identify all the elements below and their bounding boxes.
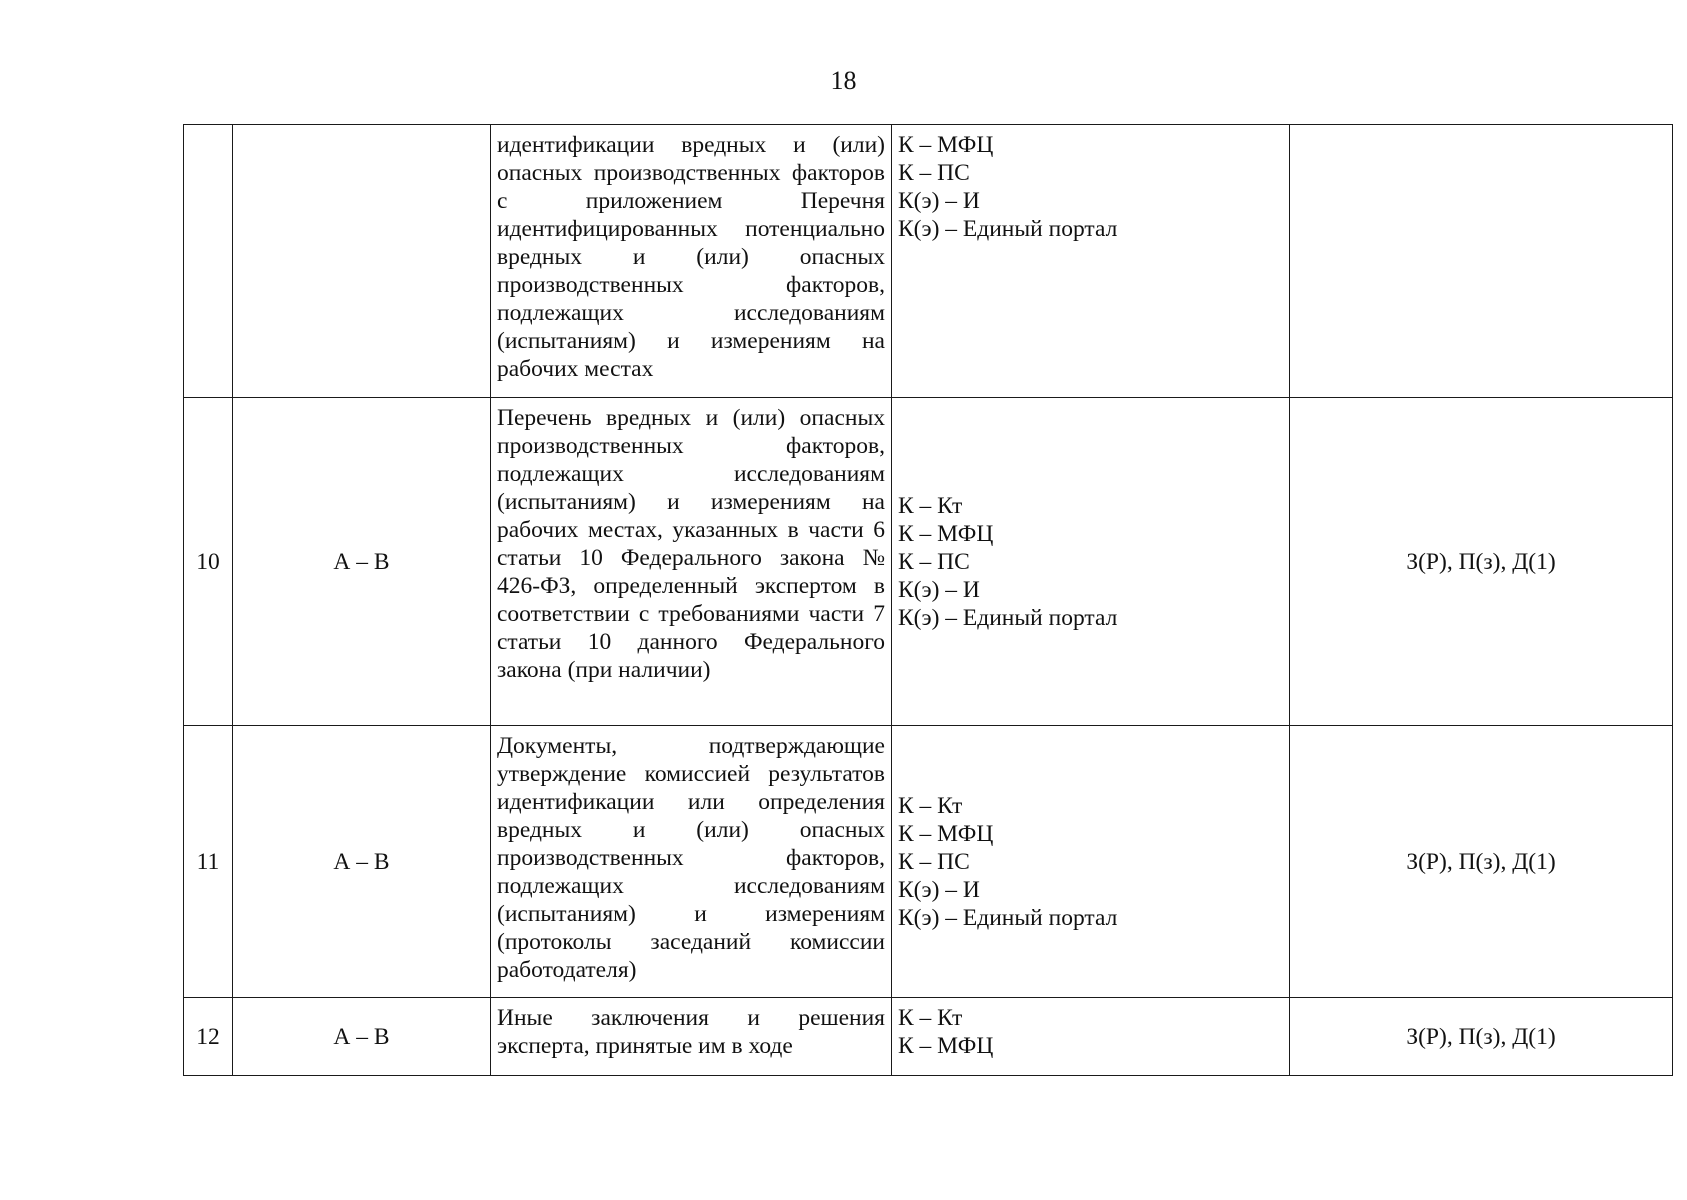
channel-item: К – МФЦ [898, 132, 994, 158]
page-number: 18 [830, 66, 857, 95]
channel-item: К – МФЦ [898, 520, 994, 547]
document-description-cell: идентификации вредных и (или) опасных производственных факторов с приложением Перечня идентифицированных потенциально вредных и (или) опасных производственных факторов, подлежащих исследованиям (испытаниям) и измерениям на рабочих местах [491, 125, 892, 398]
document-description-cell: Иные заключения и решения эксперта, принятые им в ходе [491, 998, 892, 1076]
channel-item: К(э) – И [898, 876, 980, 903]
submission-channels-cell [892, 726, 1290, 998]
channel-item: К – ПС [898, 848, 970, 875]
channel-item: К – Кт [898, 792, 963, 819]
documents-table [183, 124, 1673, 1076]
requirement-codes-cell [1290, 125, 1673, 398]
channel-item: К – ПС [898, 160, 970, 186]
channel-item: К(э) – И [898, 576, 980, 603]
requirement-codes-cell: З(Р), П(з), Д(1) [1290, 398, 1673, 726]
table-row [184, 726, 1673, 998]
table-row [184, 398, 1673, 726]
submission-channels-cell [892, 398, 1290, 726]
channel-item: К – Кт [898, 492, 963, 519]
applicant-category-cell: А – В [233, 726, 491, 998]
submission-channels-cell [892, 998, 1290, 1076]
applicant-category-cell: А – В [233, 398, 491, 726]
channel-item: К(э) – И [898, 188, 980, 214]
channel-item: К – МФЦ [898, 820, 994, 847]
channel-item: К(э) – Единый портал [898, 604, 1118, 631]
channel-item: К – ПС [898, 548, 970, 575]
applicant-category-cell [233, 125, 491, 398]
table-row [184, 998, 1673, 1076]
row-number-cell [184, 125, 233, 398]
channel-item: К(э) – Единый портал [898, 904, 1118, 931]
submission-channels-cell [892, 125, 1290, 398]
channel-item: К – МФЦ [898, 1033, 994, 1059]
document-description-cell: Документы, подтверждающие утверждение комиссией результатов идентификации или определения вредных и (или) опасных производственных факторов, подлежащих исследованиям (испытаниям) и измерениям (протоколы заседаний комиссии работодателя) [491, 726, 892, 998]
table-row [184, 125, 1673, 398]
requirement-codes-cell: З(Р), П(з), Д(1) [1290, 998, 1673, 1076]
document-description-cell: Перечень вредных и (или) опасных производственных факторов, подлежащих исследованиям (испытаниям) и измерениям на рабочих местах, указанных в части 6 статьи 10 Федерального закона № 426-ФЗ, определенный экспертом в соответствии с требованиями части 7 статьи 10 данного Федерального закона (при наличии) [491, 398, 892, 726]
row-number-cell: 11 [184, 726, 233, 998]
row-number-cell: 10 [184, 398, 233, 726]
row-number-cell: 12 [184, 998, 233, 1076]
channel-item: К(э) – Единый портал [898, 216, 1118, 242]
channel-item: К – Кт [898, 1005, 963, 1031]
requirement-codes-cell: З(Р), П(з), Д(1) [1290, 726, 1673, 998]
applicant-category-cell: А – В [233, 998, 491, 1076]
